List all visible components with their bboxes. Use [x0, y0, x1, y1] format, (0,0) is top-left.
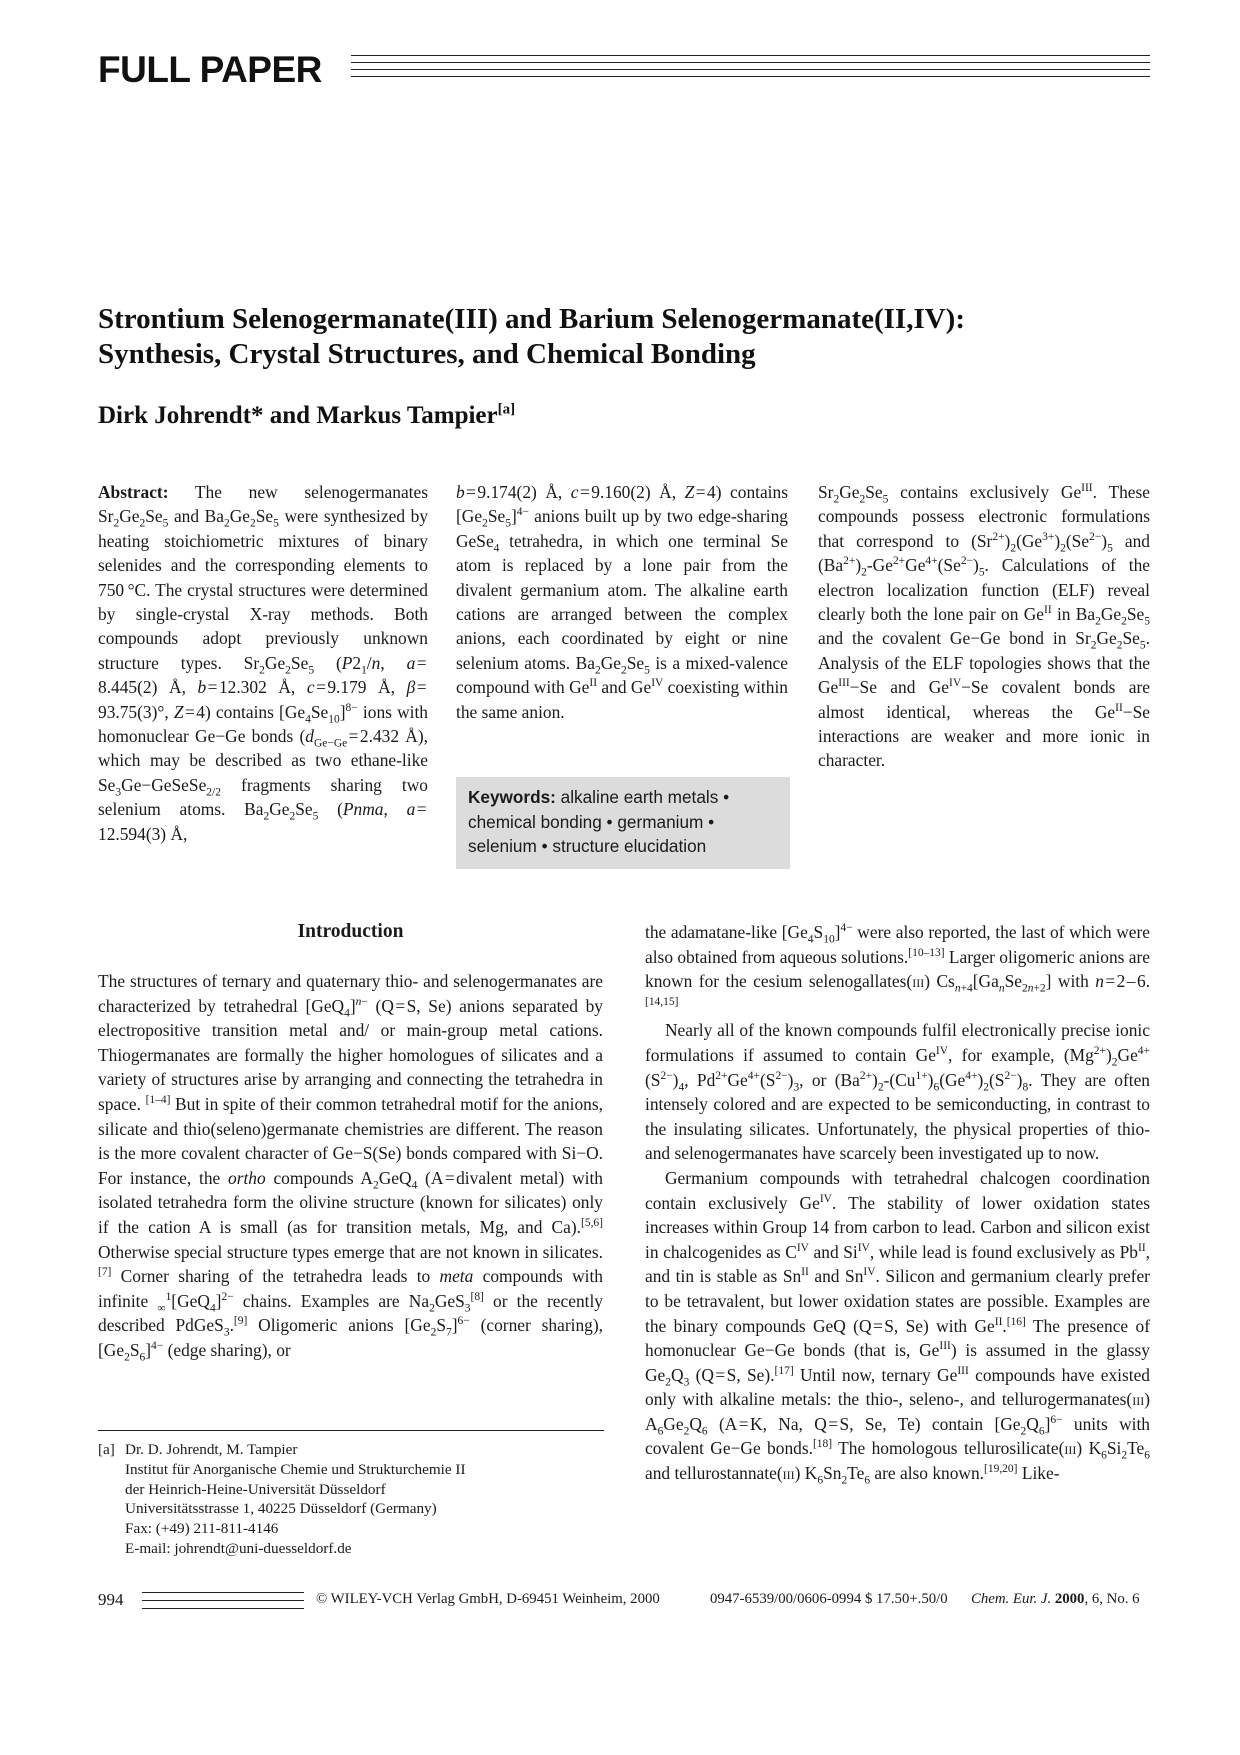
keyword: germanium	[617, 811, 704, 832]
keywords-label: Keywords:	[468, 787, 556, 807]
journal-citation	[971, 1591, 1140, 1608]
journal-volume-issue: , 6, No. 6	[1084, 1591, 1140, 1607]
affiliation-footnote	[98, 1440, 604, 1559]
keyword: selenium	[468, 836, 537, 857]
affiliation-mark: [a]	[497, 401, 516, 418]
article-title	[98, 302, 1098, 372]
abstract-column-3	[818, 480, 1150, 773]
keyword-separator: •	[541, 836, 548, 857]
body-column-2	[645, 920, 1150, 1486]
journal-name: Chem. Eur. J.	[971, 1591, 1052, 1607]
keyword-separator: •	[708, 811, 715, 832]
abstract-text: Abstract: The new selenogermanates $Sr_2Ge_2Se_5$ and $Ba_2Ge_2Se_5$ were synthesized by heating stoichiometric mixtures of binary selenides and the corresponding elements to 750 °C. The crystal structures were determined by single-crystal X-ray methods. Both compounds adopt previously unknown structure types. $Sr_2Ge_2Se_5$ ($P2_1/n$, a = 8.445(2) Å, b = 12.302 Å, c = 9.179 Å, β = 93.75(3)°, Z = 4) contains $[Ge_4Se_{10}]^{8-}$ ions with homonuclear Ge−Ge bonds ($d_{Ge-Ge}$ = 2.432 Å), which may be described as two ethane-like $Se_3Ge-GeSeSe_{2/2}$ fragments sharing two selenium atoms. $Ba_2Ge_2Se_5$ (Pnma, a = 12.594(3) Å,	[98, 482, 429, 844]
footnote-line: Dr. D. Johrendt, M. Tampier	[125, 1441, 298, 1458]
journal-year: 2000	[1054, 1591, 1085, 1607]
abstract-column-2	[456, 480, 788, 724]
keyword: alkaline earth metals	[560, 787, 719, 807]
abstract-text-continued: b = 9.174(2) Å, c = 9.160(2) Å, Z = 4) contains $[Ge_2Se_5]^{4-}$ anions built up by two edge-sharing GeSe$_4$ tetrahedra, in which one terminal Se atom is replaced by a lone pair from the divalent germanium atom. The alkaline earth cations are arranged between the complex anions, each coordinated by eight or nine selenium atoms. $Ba_2Ge_2Se_5$ is a mixed-valence compound with $Ge^{II}$ and $Ge^{IV}$ coexisting within the same anion.	[456, 482, 788, 722]
author-names: Dirk Johrendt* and Markus Tampier	[98, 402, 498, 429]
abstract-text-end: $Sr_2Ge_2Se_5$ contains exclusively $Ge^{III}$. These compounds possess electronic formulations that correspond to $(Sr^{2+})_2(Ge^{3+})_2(Se^{2-})_5$ and $(Ba^{2+})_2-Ge^{2+}Ge^{4+}(Se^{2-})_5$. Calculations of the electron localization function (ELF) reveal clearly both the lone pair on $Ge^{II}$ in $Ba_2Ge_2Se_5$ and the covalent Ge−Ge bond in $Sr_2Ge_2Se_5$. Analysis of the ELF topologies shows that the $Ge^{III}-Se$ and $Ge^{IV}-Se$ covalent bonds are almost identical, whereas the $Ge^{II}-Se$ interactions are weaker and more ionic in character.	[818, 482, 1151, 771]
footer-rules	[142, 1588, 304, 1612]
paragraph: The structures of ternary and quaternary thio- and selenogermanates are characterized by tetrahedral $[GeQ_4]^{n-}$ (Q = S, Se) anions separated by electropositive transition metal and/ or main-group metal cations. Thiogermanates are formally the higher homologues of silicates and a variety of structures arise by arranging and connecting the tetrahedra in space. [1–4] But in spite of their common tetrahedral motif for the anions, silicate and thio(seleno)germanate chemistries are different. The reason is the more covalent character of Ge−S(Se) bonds compared with Si−O. For instance, the ortho compounds $A_2GeQ_4$ (A = divalent metal) with isolated tetrahedra form the olivine structure (known for silicates) only if the cation A is small (as for transition metals, Mg, and Ca).[5,6] Otherwise special structure types emerge that are not known in silicates.[7] Corner sharing of the tetrahedra leads to meta compounds with infinite $_\infty^1[GeQ_4]^{2-}$ chains. Examples are $Na_2GeS_3[8]$ or the recently described PdGeS$_3$.[9] Oligomeric anions $[Ge_2S_7]^{6-}$ (corner sharing), $[Ge_2S_6]^{4-}$ (edge sharing), or	[98, 971, 604, 1364]
keyword-separator: •	[723, 787, 730, 807]
footnote-line: Fax: (+49) 211-811-4146	[125, 1520, 279, 1538]
keyword: structure elucidation	[552, 836, 707, 857]
footnote-mark: [a]	[98, 1441, 115, 1458]
paragraph: Germanium compounds with tetrahedral chalcogen coordination contain exclusively $Ge^{IV}$. The stability of lower oxidation states increases within Group 14 from carbon to lead. Carbon and silicon exist in chalcogenides as $C^{IV}$ and $Si^{IV}$, while lead is found exclusively as $Pb^{II}$, and tin is stable as $Sn^{II}$ and $Sn^{IV}$. Silicon and germanium clearly prefer to be tetravalent, but lower oxidation states are possible. Examples are the binary compounds GeQ (Q = S, Se) with $Ge^{II}.[16]$ The presence of homonuclear Ge−Ge bonds (that is, $Ge^{III}$) is assumed in the glassy $Ge_2Q_3$ (Q = S, Se).[17] Until now, ternary $Ge^{III}$ compounds have existed only with alkaline metals: the thio-, seleno-, and tellurogermanates(iii) $A_6Ge_2Q_6$ (A = K, Na, Q = S, Se, Te) contain $[Ge_2Q_6]^{6-}$ units with covalent Ge−Ge bonds.[18] The homologous tellurosilicate(iii) $K_6Si_2Te_6$ and tellurostannate(iii) $K_6Sn_2Te_6$ are also known.[19,20] Like-	[645, 1167, 1151, 1487]
footnote-line: der Heinrich-Heine-Universität Düsseldorf	[125, 1480, 386, 1498]
footnote-rule	[98, 1430, 604, 1431]
footnote-line: Institut für Anorganische Chemie und Strukturchemie II	[125, 1460, 466, 1478]
abstract-label: Abstract:	[98, 482, 169, 502]
page-number: 994	[98, 1590, 124, 1609]
abstract-column-1	[98, 480, 428, 846]
header-rules	[351, 55, 1150, 85]
copyright: © WILEY-VCH Verlag GmbH, D-69451 Weinheim, 2000	[316, 1591, 660, 1607]
introduction-heading: Introduction	[297, 921, 404, 942]
page-footer	[98, 1588, 1150, 1616]
running-header	[98, 50, 1150, 90]
keyword: chemical bonding	[468, 811, 602, 832]
body-column-1	[98, 920, 603, 1363]
keywords-box	[456, 777, 790, 869]
section-label: FULL PAPER	[98, 49, 322, 90]
issn-price: 0947-6539/00/0606-0994 $ 17.50+.50/0	[710, 1591, 948, 1607]
footnote-email: E-mail: johrendt@uni-duesseldorf.de	[125, 1539, 352, 1557]
paragraph: the adamatane-like $[Ge_4S_{10}]^{4-}$ were also reported, the last of which were also obtained from aqueous solutions.[10–13] Larger oligomeric anions are known for the cesium selenogallates(iii) $Cs_{n+4}[Ga_nSe_{2n+2}]$ with n = 2 – 6.[14,15]	[645, 922, 1151, 1008]
footnote-line: Universitätsstrasse 1, 40225 Düsseldorf (Germany)	[125, 1500, 437, 1518]
title-line-1: Strontium Selenogermanate(III) and Barium Selenogermanate(II,IV):	[98, 303, 965, 335]
title-line-2: Synthesis, Crystal Structures, and Chemical Bonding	[98, 338, 756, 370]
keyword-separator: •	[606, 811, 613, 832]
authors	[98, 402, 515, 430]
paragraph: Nearly all of the known compounds fulfil electronically precise ionic formulations if assumed to contain $Ge^{IV}$, for example, $(Mg^{2+})_2Ge^{4+}(S^{2-})_4$, $Pd^{2+}Ge^{4+}(S^{2-})_3$, or $(Ba^{2+})_2-(Cu^{1+})_6(Ge^{4+})_2(S^{2-})_8$. They are often intensely colored and are expected to be semiconducting, in contrast to the insulating silicates. Unfortunately, the physical properties of thio- and selenogermanates have scarcely been investigated up to now.	[645, 1020, 1150, 1164]
